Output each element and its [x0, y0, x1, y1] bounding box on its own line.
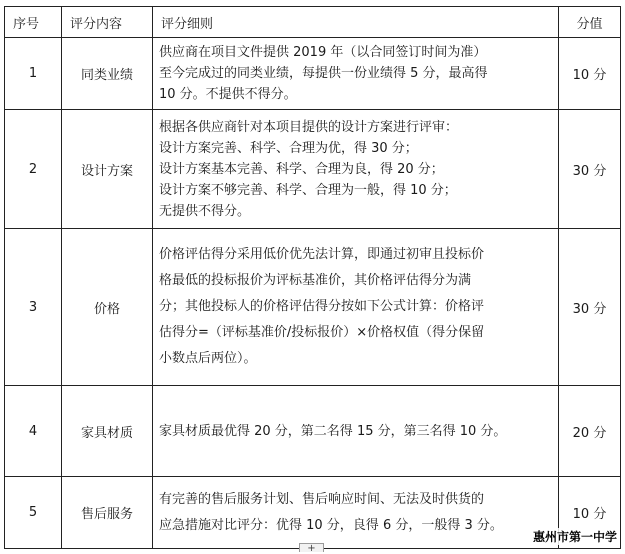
- detail-line: 有完善的售后服务计划、售后响应时间、无法及时供货的: [159, 491, 485, 507]
- detail-line: 应急措施对比评分：优得 10 分，良得 6 分，一般得 3 分。: [159, 517, 503, 533]
- detail-line: 价格评估得分采用低价优先法计算，即通过初审且投标价: [159, 247, 485, 262]
- detail-line: 设计方案不够完善、科学、合理为一般，得 10 分；: [159, 182, 457, 198]
- header-detail: 评分细则: [153, 7, 559, 38]
- table-row: [5, 477, 621, 549]
- table-row: [5, 38, 621, 110]
- detail-line: 供应商在项目文件提供 2019 年（以合同签订时间为准）: [159, 45, 487, 60]
- row-item: 同类业绩: [62, 38, 153, 110]
- row-number: 3: [5, 229, 62, 386]
- detail-line: 估得分=（评标基准价/投标报价）×价格权值（得分保留: [159, 325, 485, 340]
- row-number: 1: [5, 38, 62, 110]
- row-detail: [153, 477, 559, 549]
- detail-line: 至今完成过的同类业绩，每提供一份业绩得 5 分，最高得: [159, 66, 488, 81]
- row-item: 售后服务: [62, 477, 153, 549]
- row-detail: [153, 229, 559, 386]
- table-resize-handle[interactable]: +: [299, 543, 324, 552]
- detail-line: 无提供不得分。: [159, 203, 251, 219]
- table-row: [5, 386, 621, 477]
- header-score: 分值: [559, 7, 621, 38]
- header-no: 序号: [5, 7, 62, 38]
- detail-line: 分；其他投标人的价格评估得分按如下公式计算：价格评: [159, 299, 485, 314]
- detail-line: 根据各供应商针对本项目提供的设计方案进行评审：: [159, 119, 459, 135]
- scoring-table: [4, 6, 621, 549]
- row-score: 30 分: [559, 229, 621, 386]
- row-number: 5: [5, 477, 62, 549]
- header-row: [5, 7, 621, 38]
- table-row: [5, 229, 621, 386]
- row-detail: [153, 38, 559, 110]
- row-score: 20 分: [559, 386, 621, 477]
- detail-line: 10 分。不提供不得分。: [159, 87, 297, 102]
- row-score: 10 分: [559, 477, 621, 549]
- row-score: 10 分: [559, 38, 621, 110]
- row-number: 2: [5, 110, 62, 229]
- row-detail: [153, 110, 559, 229]
- row-detail: [153, 386, 559, 477]
- row-score: 30 分: [559, 110, 621, 229]
- detail-line: 家具材质最优得 20 分，第二名得 15 分，第三名得 10 分。: [159, 423, 507, 439]
- row-item: 设计方案: [62, 110, 153, 229]
- detail-line: 格最低的投标报价为评标基准价，其价格评估得分为满: [159, 273, 472, 288]
- detail-line: 设计方案基本完善、科学、合理为良，得 20 分；: [159, 161, 444, 177]
- watermark: 惠州市第一中学: [532, 530, 617, 544]
- row-item: 价格: [62, 229, 153, 386]
- header-item: 评分内容: [62, 7, 153, 38]
- table-row: [5, 110, 621, 229]
- detail-line: 小数点后两位）。: [159, 351, 257, 366]
- row-number: 4: [5, 386, 62, 477]
- row-item: 家具材质: [62, 386, 153, 477]
- detail-line: 设计方案完善、科学、合理为优，得 30 分；: [159, 140, 418, 156]
